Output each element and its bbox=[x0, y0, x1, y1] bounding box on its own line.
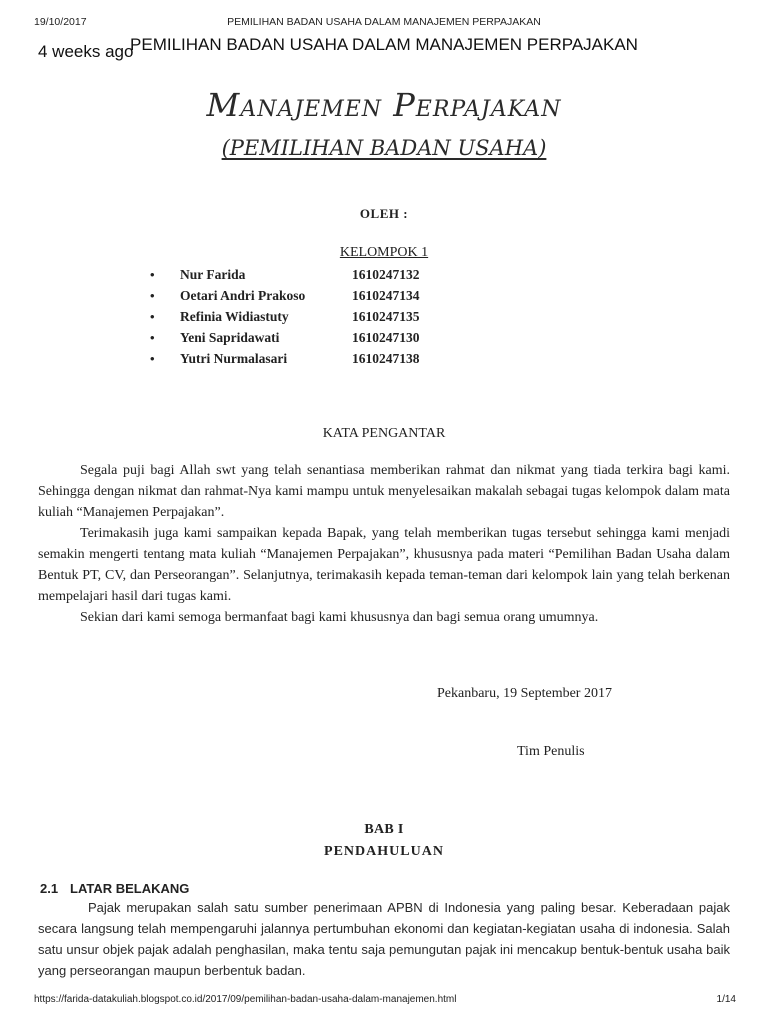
section-heading bbox=[40, 881, 189, 896]
member-name: Nur Farida bbox=[180, 266, 246, 282]
member-row bbox=[150, 285, 470, 306]
bullet: • bbox=[150, 350, 155, 366]
section-number: 2.1 bbox=[40, 881, 59, 896]
preface-paragraph: Terimakasih juga kami sampaikan kepada Bapak, yang telah memberikan tugas tersebut sehingga kami menjadi semakin mengerti tentang mata kuliah “Manajemen Perpajakan”, khususnya pada materi “Pemilihan Badan Usaha dalam Bentuk PT, CV, dan Perseorangan”. Selanjutnya, terimakasih kepada teman-teman dari kelompok lain yang telah berkenan mempelajari hasil dari tugas kami. bbox=[38, 526, 730, 604]
place-date: Pekanbaru, 19 September 2017 bbox=[437, 686, 612, 701]
chapter-number: BAB I bbox=[364, 822, 404, 837]
member-id: 1610247135 bbox=[352, 308, 420, 324]
section-body bbox=[38, 897, 730, 981]
group-label: KELOMPOK 1 bbox=[339, 245, 429, 260]
document-subheading: (PEMILIHAN BADAN USAHA) bbox=[221, 136, 547, 160]
member-name: Yutri Nurmalasari bbox=[180, 350, 288, 366]
member-id: 1610247130 bbox=[352, 329, 420, 345]
member-row bbox=[150, 348, 470, 369]
post-age: 4 weeks ago bbox=[38, 42, 134, 61]
preface-body bbox=[38, 460, 730, 628]
preface-title: KATA PENGANTAR bbox=[322, 426, 446, 441]
member-id: 1610247134 bbox=[352, 287, 420, 303]
post-title[interactable]: PEMILIHAN BADAN USAHA DALAM MANAJEMEN PERPAJAKAN bbox=[130, 35, 638, 54]
member-list bbox=[150, 264, 470, 369]
member-id: 1610247132 bbox=[352, 266, 420, 282]
member-row bbox=[150, 327, 470, 348]
preface-paragraph: Segala puji bagi Allah swt yang telah senantiasa memberikan rahmat dan nikmat yang tiada terkira bagi kami. Sehingga dengan nikmat dan rahmat-Nya kami mampu untuk menyelesaikan makalah sebagai tugas kelompok dalam mata kuliah “Manajemen Perpajakan”. bbox=[38, 463, 730, 520]
document-heading: Manajemen Perpajakan bbox=[206, 86, 562, 124]
section-title: LATAR BELAKANG bbox=[70, 881, 190, 896]
member-row bbox=[150, 306, 470, 327]
member-row bbox=[150, 264, 470, 285]
member-name: Yeni Sapridawati bbox=[180, 329, 280, 345]
member-name: Oetari Andri Prakoso bbox=[180, 287, 306, 303]
oleh-label: OLEH : bbox=[359, 206, 409, 221]
print-date: 19/10/2017 bbox=[34, 16, 87, 28]
member-name: Refinia Widiastuty bbox=[180, 308, 289, 324]
preface-paragraph: Sekian dari kami semoga bermanfaat bagi kami khususnya dan bagi semua orang umumnya. bbox=[80, 610, 599, 625]
chapter-title: PENDAHULUAN bbox=[324, 844, 444, 859]
signature: Tim Penulis bbox=[517, 744, 585, 759]
bullet: • bbox=[150, 308, 155, 324]
bullet: • bbox=[150, 266, 155, 282]
bullet: • bbox=[150, 287, 155, 303]
section-paragraph: Pajak merupakan salah satu sumber penerimaan APBN di Indonesia yang paling besar. Keberadaan pajak secara langsung telah mempengaruhi jalannya pertumbuhan ekonomi dan kegiatan-kegiatan usaha di indonesia. Salah satu unsur objek pajak adalah penghasilan, maka tentu saja pemungutan pajak ini mencakup bentuk-bentuk usaha baik yang perseorangan maupun berbentuk badan. bbox=[38, 900, 730, 978]
bullet: • bbox=[150, 329, 155, 345]
print-footer-url[interactable]: https://farida-datakuliah.blogspot.co.id/2017/09/pemilihan-badan-usaha-dalam-manajemen.html bbox=[34, 994, 457, 1005]
member-id: 1610247138 bbox=[352, 350, 420, 366]
print-page-number: 1/14 bbox=[716, 994, 736, 1005]
print-header-title: PEMILIHAN BADAN USAHA DALAM MANAJEMEN PERPAJAKAN bbox=[227, 16, 541, 28]
